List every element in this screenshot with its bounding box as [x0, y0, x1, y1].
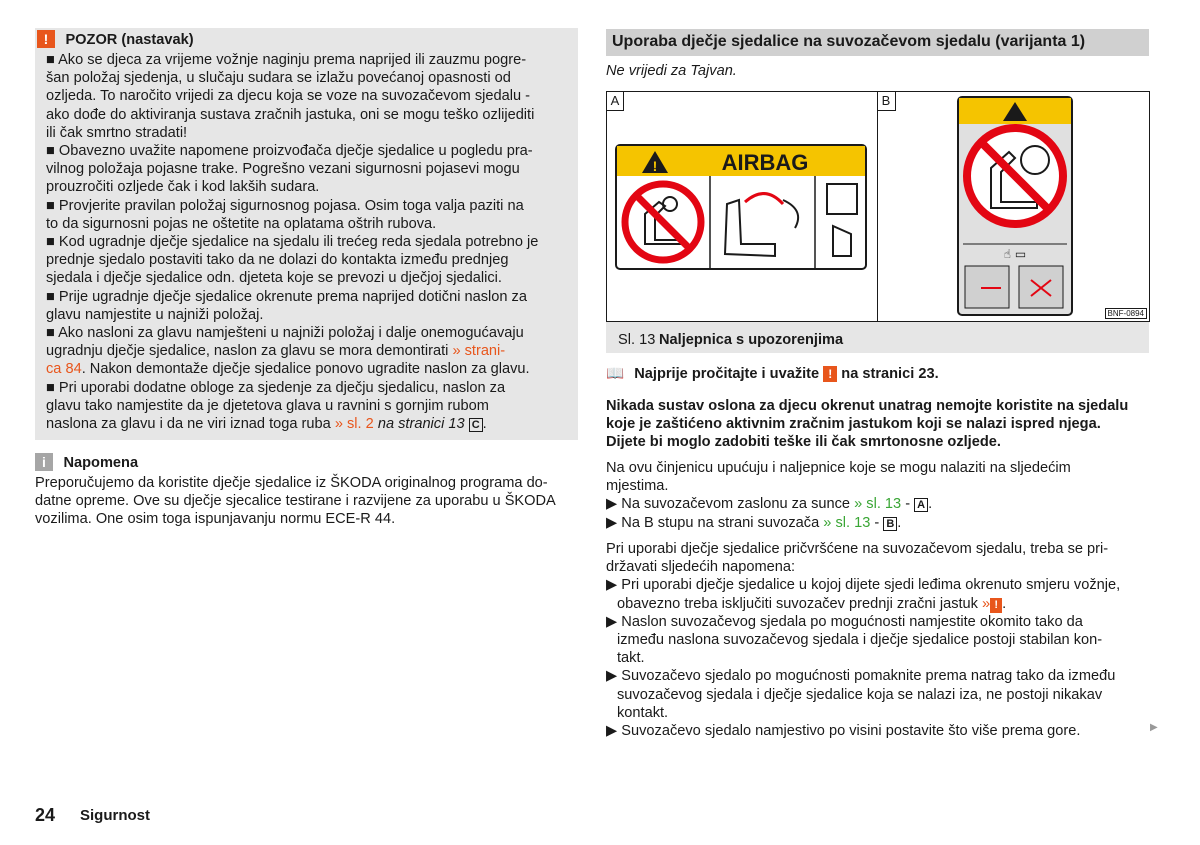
read-first: 📖 Najprije pročitajte i uvažite ! na stranici 23.: [606, 366, 939, 382]
figure-panel-a: [607, 92, 878, 321]
warning-line: prouzročiti ozljede čak i kod lakših sudara.: [46, 179, 320, 196]
location-item: ▶ Na B stupu na strani suvozača » sl. 13 - B .: [606, 514, 902, 531]
airbag-text: AIRBAG: [721, 150, 809, 175]
warning-line: vilnog položaja pojasne trake. Pogrešno vezani sigurnosni pojasevi mogu: [46, 161, 520, 178]
figure-link[interactable]: » sl. 13: [823, 514, 871, 531]
section-heading: [606, 29, 1149, 56]
warning-line: ■ Ako se djeca za vrijeme vožnje naginju prema naprijed ili zauzmu pogre-: [46, 52, 527, 68]
note-line: datne opreme. Ove su dječje sjecalice testirane i razvijene za uporabu u ŠKODA: [35, 493, 556, 510]
bullet-item: ▶ Pri uporabi dječje sjedalice u kojoj dijete sjedi leđima okrenuto smjeru vožnje,: [606, 577, 1121, 594]
warning-line: glavu tako namjestite da je djetetova glava u ravnini s gornjim rubom: [46, 397, 489, 414]
warning-body: [46, 51, 576, 433]
b-pillar-label: [957, 96, 1073, 316]
figure-ref-box: B: [883, 517, 897, 531]
paragraph: Pri uporabi dječje sjedalice pričvršćene na suvozačevom sjedalu, treba se pri- državati sljedećih napomena: ▶ Pri uporabi dječje sjedalice u kojoj dijete sjedi leđima okrenuto smjeru vožnje, obavezno treba isključiti suvozačev prednji zračni jastuk » ! . ▶ Naslon suvozačevog sjedala po mogućnosti namjestite okomito tako da između naslona suvozačevog sjedala i dječje sjedalice postoji stabilan kon- takt. ▶ Suvozačevo sjedalo po mogućnosti pomaknite prema natrag tako da između suvozačevog sjedala i dječje sjedalice koja se nalazi iza, ne postoji nikakav kontakt. ▶ Suvozačevo sjedalo namjestivo po visini postavite što više prema gore.: [606, 540, 1151, 740]
panel-label-a: A: [607, 92, 624, 111]
warning-line: šan položaj sjedenja, u slučaju sudara se izlažu povećanoj opasnosti od: [46, 70, 511, 87]
bullet-item: ▶ Suvozačevo sjedalo namjestivo po visini postavite što više prema gore.: [606, 723, 1081, 740]
warning-line: ili čak smrtno stradati!: [46, 124, 188, 141]
warning-line: sjedala i dječje sjedalice odn. djeteta koje se prevozi u dječjoj sjedalici.: [46, 270, 502, 287]
svg-text:☝ ▭: ☝ ▭: [1003, 247, 1027, 261]
bullet-item: ▶ Naslon suvozačevog sjedala po mogućnosti namjestite okomito tako da: [606, 613, 1083, 630]
warning-line: ugradnju dječje sjedalice, naslon za glavu se mora demontirati » strani-: [46, 343, 506, 360]
info-icon: i: [35, 453, 53, 471]
section-title: Uporaba dječje sjedalice na suvozačevom sjedalu (varijanta 1): [612, 33, 1086, 50]
warning-line: prednje sjedalo postaviti tako da ne dolazi do kontakta između prednjeg: [46, 252, 509, 269]
warning-icon: !: [37, 30, 55, 48]
warning-line: glavu namjestite u najniži položaj.: [46, 306, 264, 323]
figure-ref-box: C: [469, 418, 483, 432]
continue-arrow-icon: ▶: [1150, 722, 1158, 733]
warning-line: ■ Pri uporabi dodatne obloge za sjedenje za dječju sjedalicu, naslon za: [46, 379, 506, 396]
panel-label-b: B: [877, 92, 896, 111]
warning-icon: !: [823, 366, 837, 382]
warning-line: to da sigurnosni pojas ne oštetite na oplatama oštrih rubova.: [46, 215, 437, 232]
note-header: [35, 453, 138, 472]
page-link[interactable]: » strani-: [452, 343, 506, 360]
warning-header: [37, 30, 194, 49]
figure-caption: [606, 322, 1149, 353]
bullet-item: ▶ Suvozačevo sjedalo po mogućnosti pomaknite prema natrag tako da između: [606, 668, 1116, 685]
note-line: Preporučujemo da koristite dječje sjedalice iz ŠKODA originalnog programa do-: [35, 475, 548, 491]
figure: [606, 91, 1150, 322]
warning-line: ■ Obavezno uvažite napomene proizvođača dječje sjedalice u pogledu pra-: [46, 143, 533, 160]
svg-text:!: !: [652, 158, 658, 174]
note-title: Napomena: [63, 455, 139, 471]
note-body: [35, 474, 580, 529]
warning-line: ako dođe do aktiviranja sustava zračnih jastuka, oni se mogu teško ozlijediti: [46, 106, 535, 123]
footer-section: Sigurnost: [80, 807, 150, 824]
warning-line: ■ Kod ugradnje dječje sjedalice na sjedalu ili trećeg reda sjedala potrebno je: [46, 234, 539, 251]
page-number: 24: [35, 805, 56, 825]
book-icon: 📖: [606, 366, 625, 382]
warning-line: ■ Provjerite pravilan položaj sigurnosnog pojasa. Osim toga valja paziti na: [46, 197, 524, 214]
subtitle: Ne vrijedi za Tajvan.: [606, 63, 737, 79]
warning-paragraph: Nikada sustav oslona za djecu okrenut unatrag nemojte koristite na sjedalu koje je zaštićeno aktivnim zračnim jastukom koji se nalazi ispred njega. Dijete bi moglo zadobiti teške ili čak smrtonosne ozljede.: [606, 398, 1129, 451]
paragraph: Na ovu činjenicu upućuju i naljepnice koje se mogu nalaziti na sljedećim mjestima. ▶ Na suvozačevom zaslonu za sunce » sl. 13 - A . ▶ Na B stupu na strani suvozača » sl. 13 - B .: [606, 459, 1151, 532]
figure-link[interactable]: » sl. 2: [334, 416, 374, 433]
warning-icon[interactable]: !: [990, 598, 1002, 613]
warning-title: POZOR (nastavak): [65, 32, 194, 48]
page-link[interactable]: ca 84: [46, 361, 82, 378]
airbag-label: [615, 144, 867, 270]
figure-panel-b: [877, 92, 1149, 321]
figure-code: BNF-0894: [1105, 308, 1147, 319]
caption-title: Naljepnica s upozorenjima: [659, 332, 844, 348]
warning-line: ca 84. Nakon demontaže dječje sjedalice ponovo ugradite naslon za glavu.: [46, 361, 530, 378]
warning-line: ozljeda. To naročito vrijedi za djecu koja se voze na suvozačevom sjedalu -: [46, 88, 531, 105]
figure-link[interactable]: » sl. 13: [854, 496, 902, 513]
warning-line: ■ Prije ugradnje dječje sjedalice okrenute prema naprijed dotični naslon za: [46, 288, 527, 305]
warning-link[interactable]: »: [982, 595, 991, 612]
note-line: vozilima. One osim toga ispunjavanju normu ECE-R 44.: [35, 511, 396, 528]
figure-ref-box: A: [914, 498, 928, 512]
warning-line: ■ Ako nasloni za glavu namješteni u najniži položaj i dalje onemogućavaju: [46, 325, 524, 342]
location-item: ▶ Na suvozačevom zaslonu za sunce » sl. 13 - A .: [606, 496, 933, 513]
bullet-item-cont: obavezno treba isključiti suvozačev prednji zračni jastuk » ! .: [617, 595, 1007, 612]
caption-number: Sl. 13: [618, 332, 656, 348]
warning-line: naslona za glavu i da ne viri iznad toga ruba » sl. 2 na stranici 13 C .: [46, 416, 487, 433]
